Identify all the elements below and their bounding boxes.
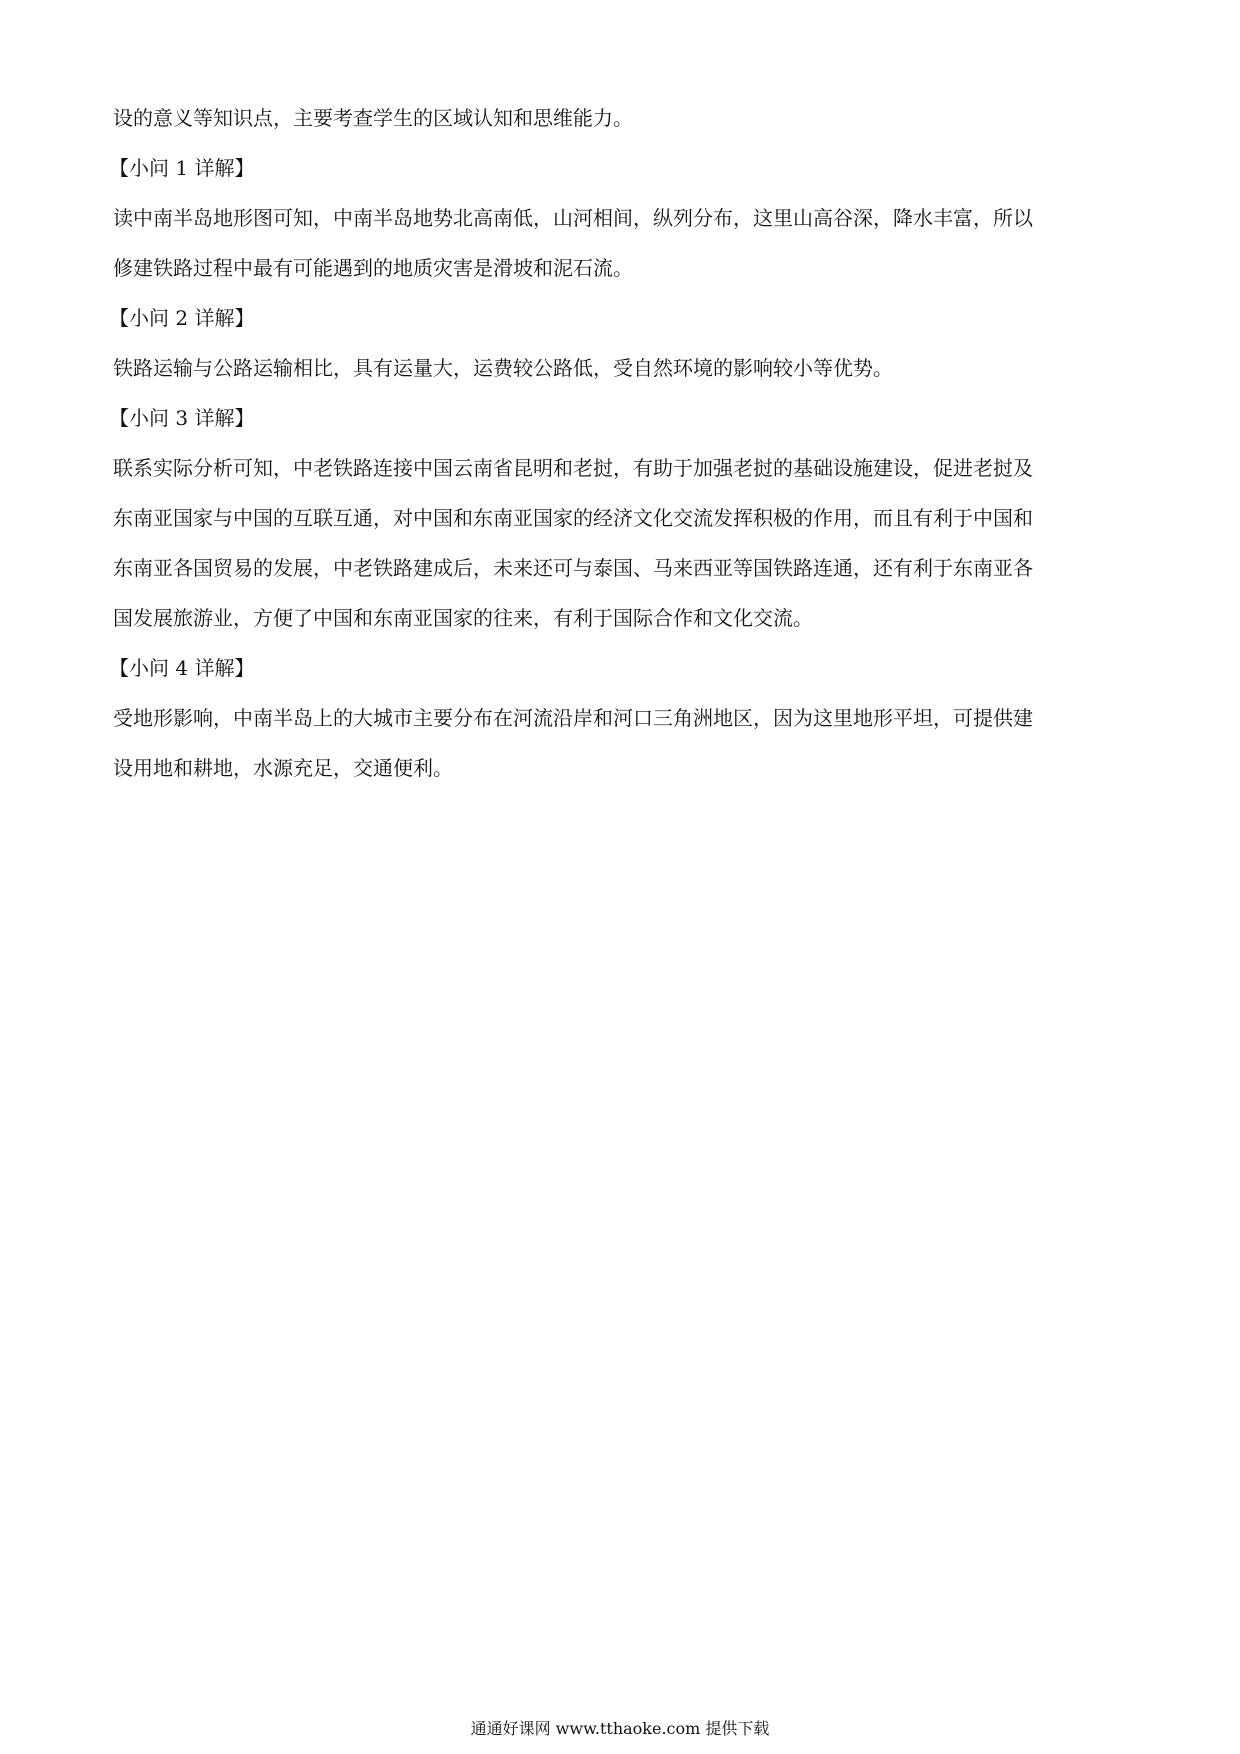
- section-3-line-1: 联系实际分析可知，中老铁路连接中国云南省昆明和老挝，有助于加强老挝的基础设施建设，促进老挝及: [113, 456, 1033, 480]
- page-footer: 通通好课网 www.tthaoke.com 提供下载: [470, 1719, 770, 1738]
- section-3-line-2: 东南亚国家与中国的互联互通，对中国和东南亚国家的经济文化交流发挥积极的作用，而且有利于中国和: [113, 506, 1033, 530]
- section-4-line-1: 受地形影响，中南半岛上的大城市主要分布在河流沿岸和河口三角洲地区，因为这里地形平坦，可提供建: [113, 706, 1033, 730]
- section-1-line-2: 修建铁路过程中最有可能遇到的地质灾害是滑坡和泥石流。: [113, 256, 633, 280]
- document-body: [109, 100, 1133, 786]
- section-3-line-3: 东南亚各国贸易的发展，中老铁路建成后，未来还可与泰国、马来西亚等国铁路连通，还有利于东南亚各: [113, 556, 1033, 580]
- section-1-line-1: 读中南半岛地形图可知，中南半岛地势北高南低，山河相间，纵列分布，这里山高谷深，降水丰富，所以: [113, 206, 1033, 230]
- section-3-heading: 【小问 3 详解】: [109, 406, 255, 430]
- intro-line: 设的意义等知识点，主要考查学生的区域认知和思维能力。: [113, 106, 633, 130]
- section-4-heading: 【小问 4 详解】: [109, 656, 255, 680]
- section-1-heading: 【小问 1 详解】: [109, 156, 255, 180]
- section-4-line-2: 设用地和耕地，水源充足，交通便利。: [113, 756, 453, 780]
- section-3-line-4: 国发展旅游业，方便了中国和东南亚国家的往来，有利于国际合作和文化交流。: [113, 606, 813, 630]
- section-2-heading: 【小问 2 详解】: [109, 306, 255, 330]
- section-2-line-1: 铁路运输与公路运输相比，具有运量大，运费较公路低，受自然环境的影响较小等优势。: [113, 356, 893, 380]
